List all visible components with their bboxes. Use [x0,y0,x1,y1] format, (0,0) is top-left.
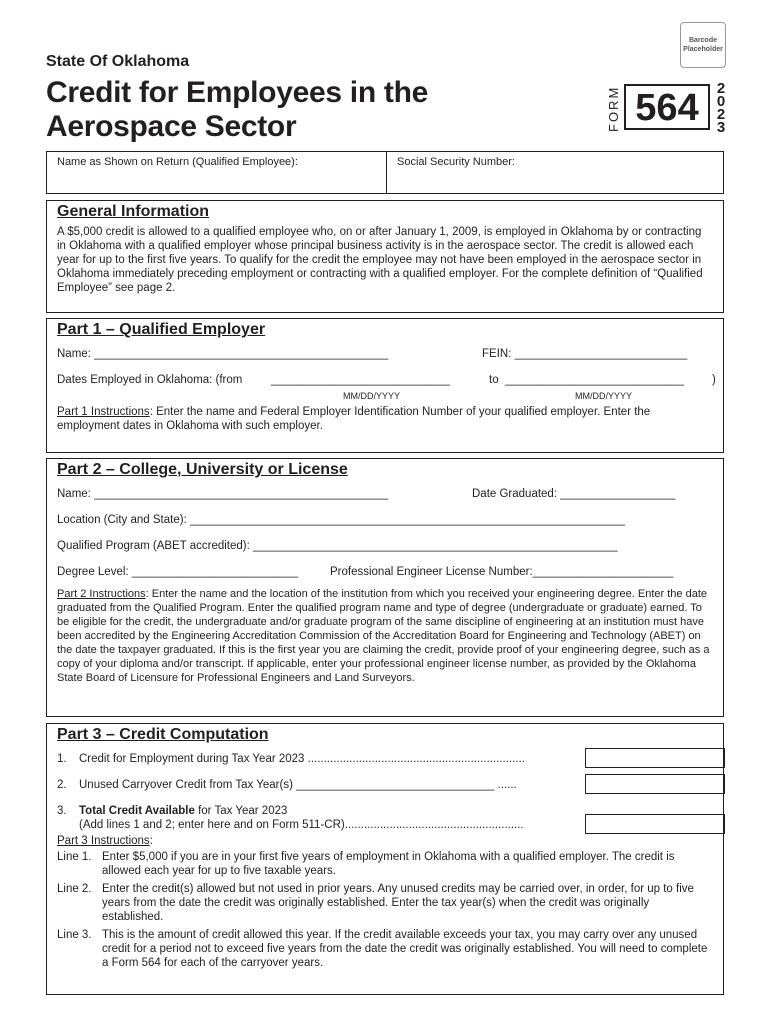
part2-heading: Part 2 – College, University or License [57,461,348,478]
fein-field[interactable]: FEIN: ___________________________ [482,348,688,360]
employer-name-field[interactable]: Name: ______________________________________________ [57,348,389,360]
instruction-line1-number: Line 1. [57,851,92,863]
line3-amount-input[interactable] [585,814,725,834]
date-from-field[interactable]: ____________________________ [271,374,451,386]
general-information-section [46,200,724,313]
instruction-line3-number: Line 3. [57,929,92,941]
line2-number: 2. [57,779,67,791]
part3-instructions-heading [57,834,713,848]
line3-number: 3. [57,805,67,817]
form-number: 564 [624,84,710,130]
program-row [57,535,713,561]
license-number-field[interactable]: Professional Engineer License Number:______________________ [330,566,674,578]
line1-row [57,748,713,772]
part3-instructions-label: Part 3 Instructions [57,835,150,847]
line2-label[interactable]: Unused Carryover Credit from Tax Year(s) _______________________________ ...... [79,779,517,791]
barcode-placeholder [680,22,726,68]
date-graduated-field[interactable]: Date Graduated: __________________ [472,488,676,500]
form-title-line1: Credit for Employees in the [46,76,428,109]
line3-label-bold: Total Credit Available [79,805,195,817]
part3-section [46,723,724,995]
part3-instructions-colon: : [149,835,153,847]
general-information-heading: General Information [57,203,210,220]
year-digit: 0 [716,93,726,110]
part2-instructions-label: Part 2 Instructions [57,588,146,600]
year-digit: 2 [716,80,726,97]
institution-name-field[interactable]: Name: ______________________________________________ [57,488,389,500]
degree-level-field[interactable]: Degree Level: __________________________ [57,566,299,578]
dates-employed-label: Dates Employed in Oklahoma: (from [57,374,243,386]
line3-label-rest: for Tax Year 2023 [194,805,288,817]
barcode-line1: Barcode [688,37,717,44]
general-information-text: A $5,000 credit is allowed to a qualified employee who, on or after January 1, 2009, is employed in Oklahoma by or contracting in Oklahoma with a qualified employer whose principal business activity is in the aerospace sector. The credit is allowed each year for up to the first five years. To qualify for the credit the employee may not have been employed in the aerospace sector in Oklahoma immediately preceding employment or contracting with a qualified employer. For the complete definition of “Qualified Employee” see page 2. [57,226,703,294]
id-divider [386,152,387,193]
identification-box [46,151,724,194]
line3-label [79,804,287,818]
form-year [714,82,728,134]
ssn-field-label: Social Security Number: [397,156,515,168]
name-field-label: Name as Shown on Return (Qualified Employee): [57,156,298,168]
part2-section [46,458,724,717]
form-word: FORM [606,85,621,132]
part1-section [46,318,724,453]
instruction-line2-number: Line 2. [57,883,92,895]
part2-instructions [57,587,713,685]
line2-amount-input[interactable] [585,774,725,794]
date-format-from: MM/DD/YYYY [343,391,401,401]
line3-sublabel: (Add lines 1 and 2; enter here and on Form 511-CR)........................................................ [79,819,524,831]
barcode-line2: Placeholder [683,46,723,53]
location-field[interactable]: Location (City and State): ____________________________________________________________________ [57,514,625,526]
part1-dates-row [57,369,716,405]
part1-instructions [57,405,713,433]
instruction-line1 [57,850,713,878]
qualified-program-field[interactable]: Qualified Program (ABET accredited): _________________________________________________________ [57,540,618,552]
line2-row [57,772,713,796]
form-title-line2: Aerospace Sector [46,110,297,143]
instruction-line3-text: This is the amount of credit allowed this year. If the credit available exceeds your tax, you may carry over any unused credit for a period not to exceed five years from the date the credit was originally established. You will need to complete a Form 564 for each of the carryover years. [102,929,708,969]
part1-instructions-label: Part 1 Instructions [57,406,150,418]
part1-instructions-text: : Enter the name and Federal Employer Identification Number of your qualified employer. Enter the employment dates in Oklahoma with such employer. [57,406,651,432]
line1-number: 1. [57,753,67,765]
location-row [57,509,713,535]
instruction-line1-text: Enter $5,000 if you are in your first five years of employment in Oklahoma with a qualified employer. The credit is allowed each year for up to five taxable years. [102,851,675,877]
instruction-line2 [57,882,713,924]
close-paren: ) [712,374,716,386]
instruction-line3 [57,928,713,970]
line1-amount-input[interactable] [585,748,725,768]
year-digit: 3 [716,119,726,136]
part1-heading: Part 1 – Qualified Employer [57,321,266,338]
part2-name-row [57,483,713,509]
date-to-field[interactable]: ____________________________ [505,374,685,386]
year-digit: 2 [716,106,726,123]
line3-row [57,796,713,834]
to-label: to [489,374,499,386]
part1-name-row [57,343,713,369]
date-format-to: MM/DD/YYYY [575,391,633,401]
part2-instructions-text: : Enter the name and the location of the institution from which you received your engineering degree. Enter the date graduated from the Qualified Program. Enter the qualified program name and type of degree (undergraduate or graduate) earned. To be eligible for the credit, the undergraduate and/or graduate program of the same discipline of engineering at an institution must have been accredited by the Engineering Accreditation Commission of the Accreditation Board for Engineering and Technology (ABET) on the date the taxpayer graduated. If this is the first year you are claiming the credit, provide proof of your engineering degree, such as a copy of your diploma and/or transcript. If applicable, enter your professional engineer license number, as provided by the Oklahoma State Board of Licensure for Professional Engineers and Land Surveyors. [57,588,710,684]
form-title [46,76,428,144]
line1-label: Credit for Employment during Tax Year 2023 .................................................................... [79,753,525,765]
degree-row [57,561,713,587]
state-label: State Of Oklahoma [46,53,190,70]
instruction-line2-text: Enter the credit(s) allowed but not used in prior years. Any unused credits may be carried over, in order, for up to five years from the date the credit was originally established. Enter the tax year(s) when the credit was originally established. [102,883,694,923]
part3-heading: Part 3 – Credit Computation [57,726,269,743]
